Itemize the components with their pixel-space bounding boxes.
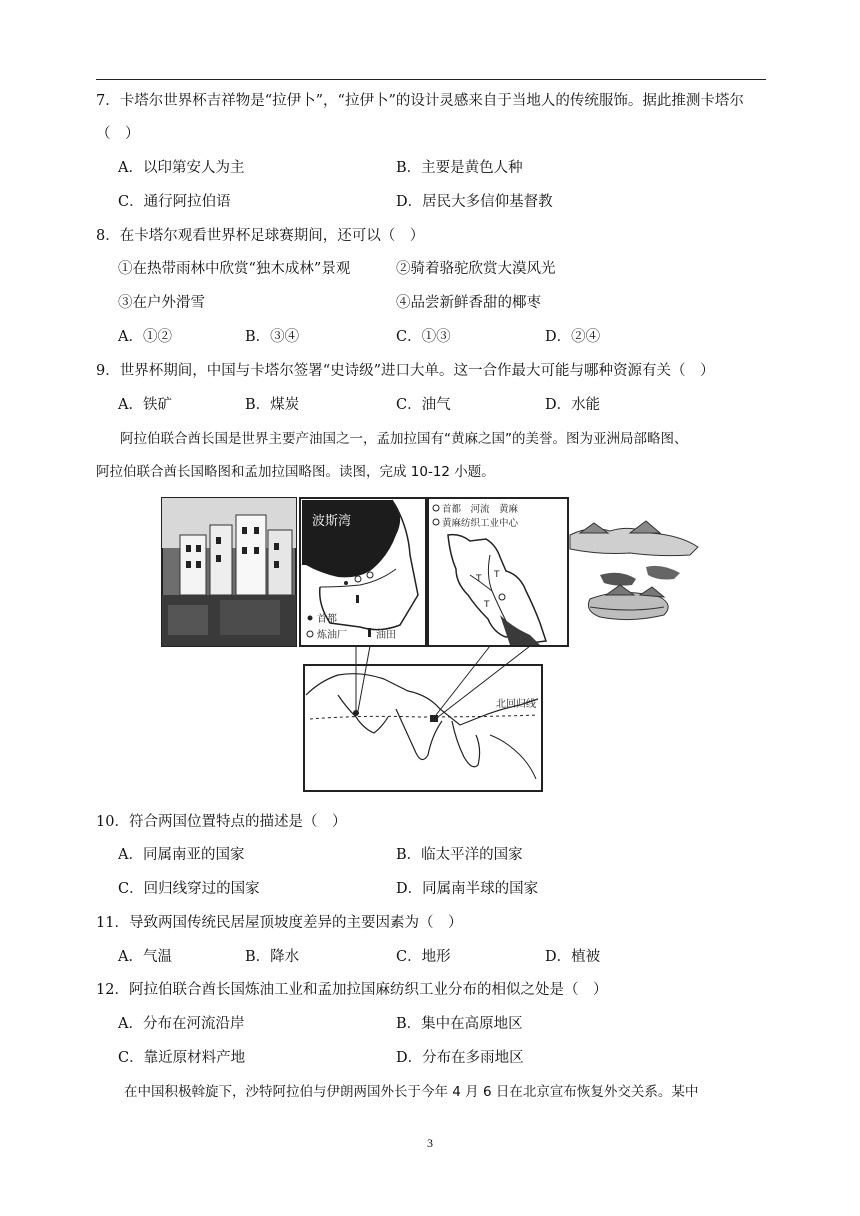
q10-option-b: B．临太平洋的国家 (396, 847, 523, 863)
q11-stem: 11．导致两国传统民居屋顶坡度差异的主要因素为（ ） (96, 915, 463, 931)
page-number: 3 (427, 1136, 433, 1150)
persian-gulf-label: 波斯湾 (312, 514, 352, 529)
bangladesh-house-photo (570, 521, 698, 620)
passage-line-1: 阿拉伯联合酋长国是世界主要产油国之一，孟加拉国有“黄麻之国”的美誉。图为亚洲局部略图、 (120, 431, 688, 447)
q8-option-d: D．②④ (545, 329, 601, 345)
map-figure (160, 495, 708, 795)
jute-symbol: T (476, 574, 482, 584)
q8-option-a: A．①② (118, 329, 172, 345)
tropic-of-cancer-label: 北回归线 (496, 699, 536, 710)
q10-option-c: C．回归线穿过的国家 (118, 881, 260, 897)
uae-house-photo (162, 498, 296, 646)
closing-passage-line: 在中国积极斡旋下，沙特阿拉伯与伊朗两国外长于今年 4 月 6 日在北京宣布恢复外交关系。某中 (124, 1084, 699, 1100)
bangladesh-map (428, 498, 568, 646)
jute-symbol: T (494, 570, 500, 580)
q10-option-d: D．同属南半球的国家 (396, 881, 539, 897)
bd-legend-line-2: 黄麻纺织工业中心 (442, 518, 519, 529)
asia-map (304, 665, 542, 791)
header-rule (96, 79, 766, 80)
q10-stem: 10．符合两国位置特点的描述是（ ） (96, 814, 347, 830)
q9-stem: 9．世界杯期间，中国与卡塔尔签署“史诗级”进口大单。这一合作最大可能与哪种资源有关（ ） (96, 363, 715, 379)
uae-legend-oilfield: 油田 (376, 630, 396, 641)
q11-option-b: B．降水 (245, 949, 300, 965)
passage-line-2: 阿拉伯联合酋长国略图和孟加拉国略图。读图，完成 10-12 小题。 (96, 464, 495, 480)
q8-statement-4: ④品尝新鲜香甜的椰枣 (396, 295, 541, 311)
q11-option-a: A．气温 (118, 949, 172, 965)
q12-stem: 12．阿拉伯联合酋长国炼油工业和孟加拉国麻纺织工业分布的相似之处是（ ） (96, 982, 608, 998)
q12-option-c: C．靠近原材料产地 (118, 1050, 246, 1066)
q7-option-b: B．主要是黄色人种 (396, 160, 523, 176)
q7-stem: 7．卡塔尔世界杯吉祥物是“拉伊卜”，“拉伊卜”的设计灵感来自于当地人的传统服饰。据此推测卡塔尔 (96, 93, 744, 109)
q8-option-c: C．①③ (396, 329, 451, 345)
q9-option-c: C．油气 (396, 397, 451, 413)
q12-option-b: B．集中在高原地区 (396, 1016, 523, 1032)
q7-option-a: A．以印第安人为主 (118, 160, 245, 176)
q11-option-d: D．植被 (545, 949, 601, 965)
q8-stem: 8．在卡塔尔观看世界杯足球赛期间，还可以（ ） (96, 228, 425, 244)
q8-statement-1: ①在热带雨林中欣赏“独木成林”景观 (118, 261, 351, 277)
q8-option-b: B．③④ (245, 329, 300, 345)
q9-option-a: A．铁矿 (118, 397, 172, 413)
q9-option-b: B．煤炭 (245, 397, 300, 413)
q9-option-d: D．水能 (545, 397, 601, 413)
q10-option-a: A．同属南亚的国家 (118, 847, 245, 863)
uae-legend-capital: 首都 (317, 614, 337, 625)
q8-statement-2: ②骑着骆驼欣赏大漠风光 (396, 261, 556, 277)
q7-option-c: C．通行阿拉伯语 (118, 194, 231, 210)
oilfield-legend-icon (368, 628, 371, 637)
uae-legend-refinery: 炼油厂 (317, 630, 347, 641)
jute-symbol: T (484, 600, 490, 610)
q12-option-d: D．分布在多雨地区 (396, 1050, 524, 1066)
q7-option-d: D．居民大多信仰基督教 (396, 194, 553, 210)
q11-option-c: C．地形 (396, 949, 451, 965)
q8-statement-3: ③在户外滑雪 (118, 295, 205, 311)
bd-legend-line-1: 首都 河流 黄麻 (442, 504, 519, 515)
uae-map (300, 498, 426, 646)
q7-stem-bracket: （ ） (96, 126, 140, 142)
q12-option-a: A．分布在河流沿岸 (118, 1016, 245, 1032)
capital-legend-icon (308, 616, 313, 621)
